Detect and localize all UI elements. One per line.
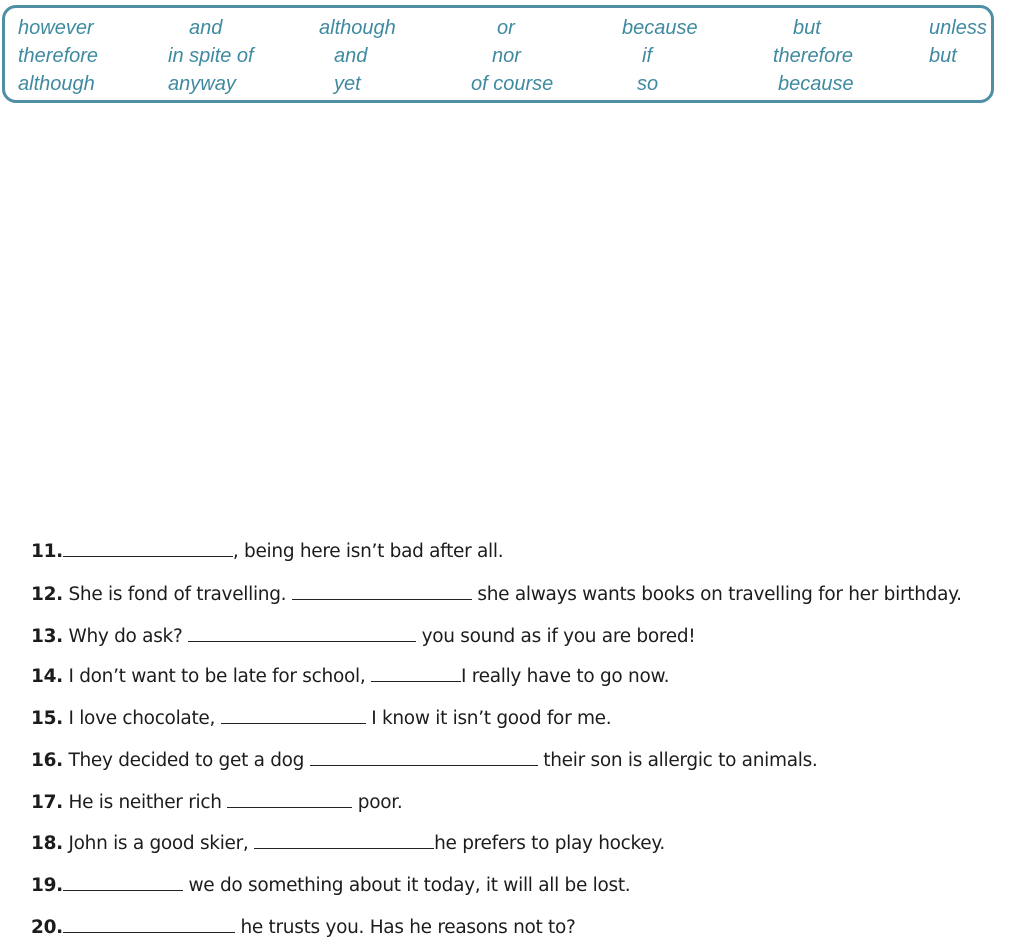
exercise-18: 18. John is a good skier, he prefers to play hockey. bbox=[31, 833, 665, 854]
word-bank-item: therefore bbox=[18, 45, 99, 67]
word-bank-item: but bbox=[929, 45, 957, 67]
exercise-number: 14. bbox=[31, 666, 63, 687]
answer-blank[interactable] bbox=[63, 916, 235, 933]
word-bank-item: yet bbox=[334, 73, 361, 95]
exercise-number: 12. bbox=[31, 584, 63, 605]
exercise-number: 11. bbox=[31, 541, 63, 562]
exercise-number: 20. bbox=[31, 917, 63, 938]
word-bank-item: so bbox=[637, 73, 659, 95]
answer-blank[interactable] bbox=[310, 749, 538, 766]
answer-blank[interactable] bbox=[188, 625, 416, 642]
word-bank-item: unless bbox=[929, 17, 987, 39]
exercise-number: 15. bbox=[31, 708, 63, 729]
exercise-11: 11. , being here isn’t bad after all. bbox=[31, 541, 504, 562]
exercise-number: 13. bbox=[31, 626, 63, 647]
exercise-15: 15. I love chocolate, I know it isn’t good for me. bbox=[31, 708, 612, 729]
answer-blank[interactable] bbox=[371, 665, 461, 682]
word-bank-item: and bbox=[334, 45, 368, 67]
word-bank-item: therefore bbox=[773, 45, 854, 67]
word-bank-item: or bbox=[497, 17, 515, 39]
word-bank-item: because bbox=[622, 17, 698, 39]
word-bank-item: of course bbox=[471, 73, 554, 95]
word-bank-item: because bbox=[778, 73, 854, 95]
answer-blank[interactable] bbox=[292, 583, 472, 600]
exercise-12: 12. She is fond of travelling. she always wants books on travelling for her birthday. bbox=[31, 584, 962, 605]
word-bank-item: but bbox=[793, 17, 821, 39]
word-bank-item: although bbox=[319, 17, 396, 39]
exercise-number: 17. bbox=[31, 792, 63, 813]
word-bank-item: although bbox=[18, 73, 95, 95]
word-bank-item: however bbox=[18, 17, 94, 39]
word-bank-item: in spite of bbox=[168, 45, 254, 67]
exercise-20: 20. he trusts you. Has he reasons not to? bbox=[31, 917, 576, 938]
answer-blank[interactable] bbox=[254, 832, 434, 849]
answer-blank[interactable] bbox=[221, 707, 366, 724]
exercise-17: 17. He is neither rich poor. bbox=[31, 792, 403, 813]
word-bank-item: anyway bbox=[168, 73, 236, 95]
word-bank-item: and bbox=[189, 17, 223, 39]
exercise-19: 19. we do something about it today, it will all be lost. bbox=[31, 875, 631, 896]
exercise-14: 14. I don’t want to be late for school, I really have to go now. bbox=[31, 666, 670, 687]
word-bank-item: if bbox=[642, 45, 652, 67]
answer-blank[interactable] bbox=[227, 791, 352, 808]
exercise-13: 13. Why do ask? you sound as if you are bored! bbox=[31, 626, 696, 647]
exercise-16: 16. They decided to get a dog their son is allergic to animals. bbox=[31, 750, 818, 771]
answer-blank[interactable] bbox=[63, 540, 233, 557]
exercise-number: 18. bbox=[31, 833, 63, 854]
exercise-number: 19. bbox=[31, 875, 63, 896]
answer-blank[interactable] bbox=[63, 874, 183, 891]
exercise-number: 16. bbox=[31, 750, 63, 771]
word-bank-item: nor bbox=[492, 45, 521, 67]
